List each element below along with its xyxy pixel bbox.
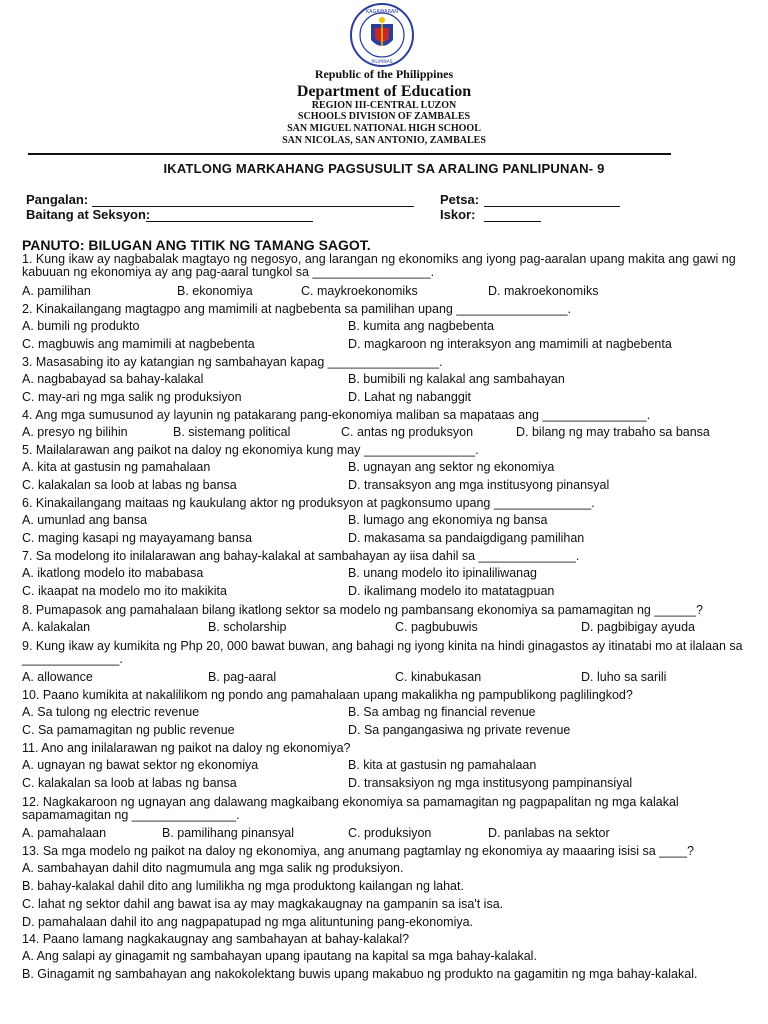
choice-row: [22, 284, 752, 299]
choice-row: [22, 372, 752, 387]
choice[interactable]: B. pamilihang pinansyal: [162, 826, 295, 840]
choice[interactable]: C. maykroekonomiks: [301, 284, 418, 298]
choice[interactable]: B. sistemang political: [173, 425, 291, 439]
baitang-field[interactable]: [146, 221, 313, 222]
choice[interactable]: A. nagbabayad sa bahay-kalakal: [22, 372, 204, 386]
choice[interactable]: A. ugnayan ng bawat sektor ng ekonomiya: [22, 758, 259, 772]
choice[interactable]: D. makroekonomiks: [488, 284, 599, 298]
choice[interactable]: C. lahat ng sektor dahil ang bawat isa ay may magkakaugnay na gampanin sa isa't isa.: [22, 897, 504, 911]
choice[interactable]: B. Sa ambag ng financial revenue: [348, 705, 536, 719]
choice-row: [22, 897, 752, 912]
choice[interactable]: B. pag-aaral: [208, 670, 277, 684]
choice[interactable]: D. pamahalaan dahil ito ang nagpapatupad ng mga alituntuning pang-ekonomiya.: [22, 915, 474, 929]
choice[interactable]: D. Lahat ng nabanggit: [348, 390, 472, 404]
choice[interactable]: C. pagbubuwis: [395, 620, 478, 634]
choice-row: [22, 705, 752, 720]
choice-row: [22, 967, 752, 982]
question-stem: 1. Kung ikaw ay nagbabalak magtayo ng negosyo, ang larangan ng ekonomiks ang iyong pag-aaralan upang makita ang gawi ng kabuuan ng ekonomiya ay ang pag-aaral tungkol sa _________________.: [22, 252, 736, 279]
choice[interactable]: D. bilang ng may trabaho sa bansa: [516, 425, 710, 439]
iskor-field[interactable]: [484, 221, 541, 222]
header-department: Department of Education: [296, 83, 472, 100]
choice[interactable]: A. sambahayan dahil dito nagmumula ang mga salik ng produksiyon.: [22, 861, 404, 875]
petsa-label: Petsa:: [440, 192, 480, 207]
header-region: REGION III-CENTRAL LUZON: [311, 100, 457, 111]
choice[interactable]: A. umunlad ang bansa: [22, 513, 148, 527]
exam-title: IKATLONG MARKAHANG PAGSUSULIT SA ARALING PANLIPUNAN- 9: [163, 161, 605, 176]
question-stem: 12. Nagkakaroon ng ugnayan ang dalawang magkaibang ekonomiya sa pamamagitan ng pagpapalitan ng mga kalakal sapamamagitan ng _______________.: [22, 795, 679, 822]
choice[interactable]: D. pagbibigay ayuda: [581, 620, 695, 634]
choice[interactable]: D. magkaroon ng interaksyon ang mamimili at nagbebenta: [348, 337, 672, 351]
choice-row: [22, 566, 752, 581]
deped-seal: [342, 2, 422, 68]
choice-row: [22, 723, 752, 738]
choice[interactable]: D. transaksiyon ng mga institusyong pampinansiyal: [348, 776, 633, 790]
question-stem: 3. Masasabing ito ay katangian ng sambahayan kapag ________________.: [22, 355, 443, 369]
choice[interactable]: C. magbuwis ang mamimili at nagbebenta: [22, 337, 255, 351]
choice[interactable]: B. scholarship: [208, 620, 287, 634]
choice[interactable]: C. ikaapat na modelo mo ito makikita: [22, 584, 227, 598]
baitang-label: Baitang at Seksyon:: [26, 207, 151, 222]
choice-row: [22, 620, 752, 635]
choice[interactable]: B. lumago ang ekonomiya ng bansa: [348, 513, 548, 527]
choice[interactable]: B. bahay-kalakal dahil dito ang lumilikha ng mga produktong kailangan ng lahat.: [22, 879, 464, 893]
question-stem: 11. Ano ang inilalarawan ng paikot na daloy ng ekonomiya?: [22, 741, 351, 755]
choice-row: [22, 879, 752, 894]
question-stem: 7. Sa modelong ito inilalarawan ang bahay-kalakal at sambahayan ay iisa dahil sa ______________.: [22, 549, 580, 563]
header-republic: Republic of the Philippines: [314, 67, 454, 81]
header-divider: [28, 153, 671, 155]
question-stem: 8. Pumapasok ang pamahalaan bilang ikatlong sektor sa modelo ng pambansang ekonomiya sa pamamagitan ng ______?: [22, 603, 704, 617]
choice[interactable]: A. Sa tulong ng electric revenue: [22, 705, 200, 719]
question-stem: 4. Ang mga sumusunod ay layunin ng patakarang pang-ekonomiya maliban sa mapataas ang _______________.: [22, 408, 651, 422]
question-stem: 5. Mailalarawan ang paikot na daloy ng ekonomiya kung may ________________.: [22, 443, 479, 457]
choice-row: [22, 826, 752, 841]
choice[interactable]: D. ikalimang modelo ito matatagpuan: [348, 584, 555, 598]
header-school: SAN MIGUEL NATIONAL HIGH SCHOOL: [287, 123, 481, 134]
choice[interactable]: C. kalakalan sa loob at labas ng bansa: [22, 478, 237, 492]
choice-row: [22, 319, 752, 334]
choice[interactable]: B. kita at gastusin ng pamahalaan: [348, 758, 537, 772]
header-division: SCHOOLS DIVISION OF ZAMBALES: [297, 111, 471, 122]
choice[interactable]: C. kalakalan sa loob at labas ng bansa: [22, 776, 237, 790]
choice[interactable]: D. panlabas na sektor: [488, 826, 610, 840]
choice[interactable]: B. ugnayan ang sektor ng ekonomiya: [348, 460, 555, 474]
choice-row: [22, 460, 752, 475]
choice-row: [22, 478, 752, 493]
choice[interactable]: A. allowance: [22, 670, 93, 684]
choice-row: [22, 425, 752, 440]
choice[interactable]: B. Ginagamit ng sambahayan ang nakokolektang buwis upang makabuo ng produkto na gagamitin ng mga bahay-kalakal.: [22, 967, 698, 981]
header-address: SAN NICOLAS, SAN ANTONIO, ZAMBALES: [282, 135, 486, 146]
choice[interactable]: B. kumita ang nagbebenta: [348, 319, 494, 333]
choice-row: [22, 776, 752, 791]
choice[interactable]: D. transaksyon ang mga institusyong pinansyal: [348, 478, 610, 492]
choice[interactable]: B. ekonomiya: [177, 284, 253, 298]
choice-row: [22, 670, 752, 685]
choice[interactable]: C. produksiyon: [348, 826, 432, 840]
question-stem: 2. Kinakailangang magtagpo ang mamimili at nagbebenta sa pamilihan upang ________________.: [22, 302, 572, 316]
svg-text:PILIPINAS: PILIPINAS: [371, 60, 393, 65]
question-stem: 9. Kung ikaw ay kumikita ng Php 20, 000 bawat buwan, ang bahagi ng iyong kinita na hindi ginagastos ay itinatabi mo at ilalaan sa ______________.: [22, 639, 743, 666]
choice[interactable]: B. bumibili ng kalakal ang sambahayan: [348, 372, 565, 386]
choice-row: [22, 531, 752, 546]
svg-text:KAGAWARAN: KAGAWARAN: [365, 9, 399, 15]
choice[interactable]: A. kita at gastusin ng pamahalaan: [22, 460, 211, 474]
choice[interactable]: C. may-ari ng mga salik ng produksiyon: [22, 390, 242, 404]
choice[interactable]: B. unang modelo ito ipinaliliwanag: [348, 566, 538, 580]
choice[interactable]: A. pamahalaan: [22, 826, 107, 840]
pangalan-label: Pangalan:: [26, 192, 89, 207]
choice[interactable]: C. antas ng produksyon: [341, 425, 474, 439]
choice[interactable]: C. kinabukasan: [395, 670, 482, 684]
question-stem: 14. Paano lamang nagkakaugnay ang sambahayan at bahay-kalakal?: [22, 932, 410, 946]
choice[interactable]: A. ikatlong modelo ito mababasa: [22, 566, 204, 580]
question-stem: 6. Kinakailangang maitaas ng kaukulang aktor ng produksyon at pagkonsumo upang ______________.: [22, 496, 595, 510]
choice-row: [22, 584, 752, 599]
panuto-heading: PANUTO: BILUGAN ANG TITIK NG TAMANG SAGOT.: [22, 237, 371, 253]
choice[interactable]: A. kalakalan: [22, 620, 91, 634]
choice[interactable]: C. maging kasapi ng mayayamang bansa: [22, 531, 252, 545]
choice-row: [22, 949, 752, 964]
choice[interactable]: A. pamilihan: [22, 284, 91, 298]
iskor-label: Iskor:: [440, 207, 476, 222]
choice[interactable]: D. Sa pangangasiwa ng private revenue: [348, 723, 571, 737]
choice[interactable]: D. makasama sa pandaigdigang pamilihan: [348, 531, 585, 545]
choice[interactable]: A. Ang salapi ay ginagamit ng sambahayan upang ipautang na kapital sa mga bahay-kalakal.: [22, 949, 537, 963]
choice-row: [22, 758, 752, 773]
choice[interactable]: A. bumili ng produkto: [22, 319, 140, 333]
choice-row: [22, 915, 752, 930]
petsa-field[interactable]: [484, 206, 620, 207]
choice-row: [22, 513, 752, 528]
question-stem: 10. Paano kumikita at nakalilikom ng pondo ang pamahalaan upang makalikha ng pampublikong paglilingkod?: [22, 688, 633, 702]
choice[interactable]: A. presyo ng bilihin: [22, 425, 128, 439]
choice-row: [22, 390, 752, 405]
choice-row: [22, 337, 752, 352]
choice[interactable]: D. luho sa sarili: [581, 670, 667, 684]
question-stem: 13. Sa mga modelo ng paikot na daloy ng ekonomiya, ang anumang pagtamlay ng ekonomiya ay maaaring isisi sa ____?: [22, 844, 694, 858]
choice-row: [22, 861, 752, 876]
choice[interactable]: C. Sa pamamagitan ng public revenue: [22, 723, 235, 737]
